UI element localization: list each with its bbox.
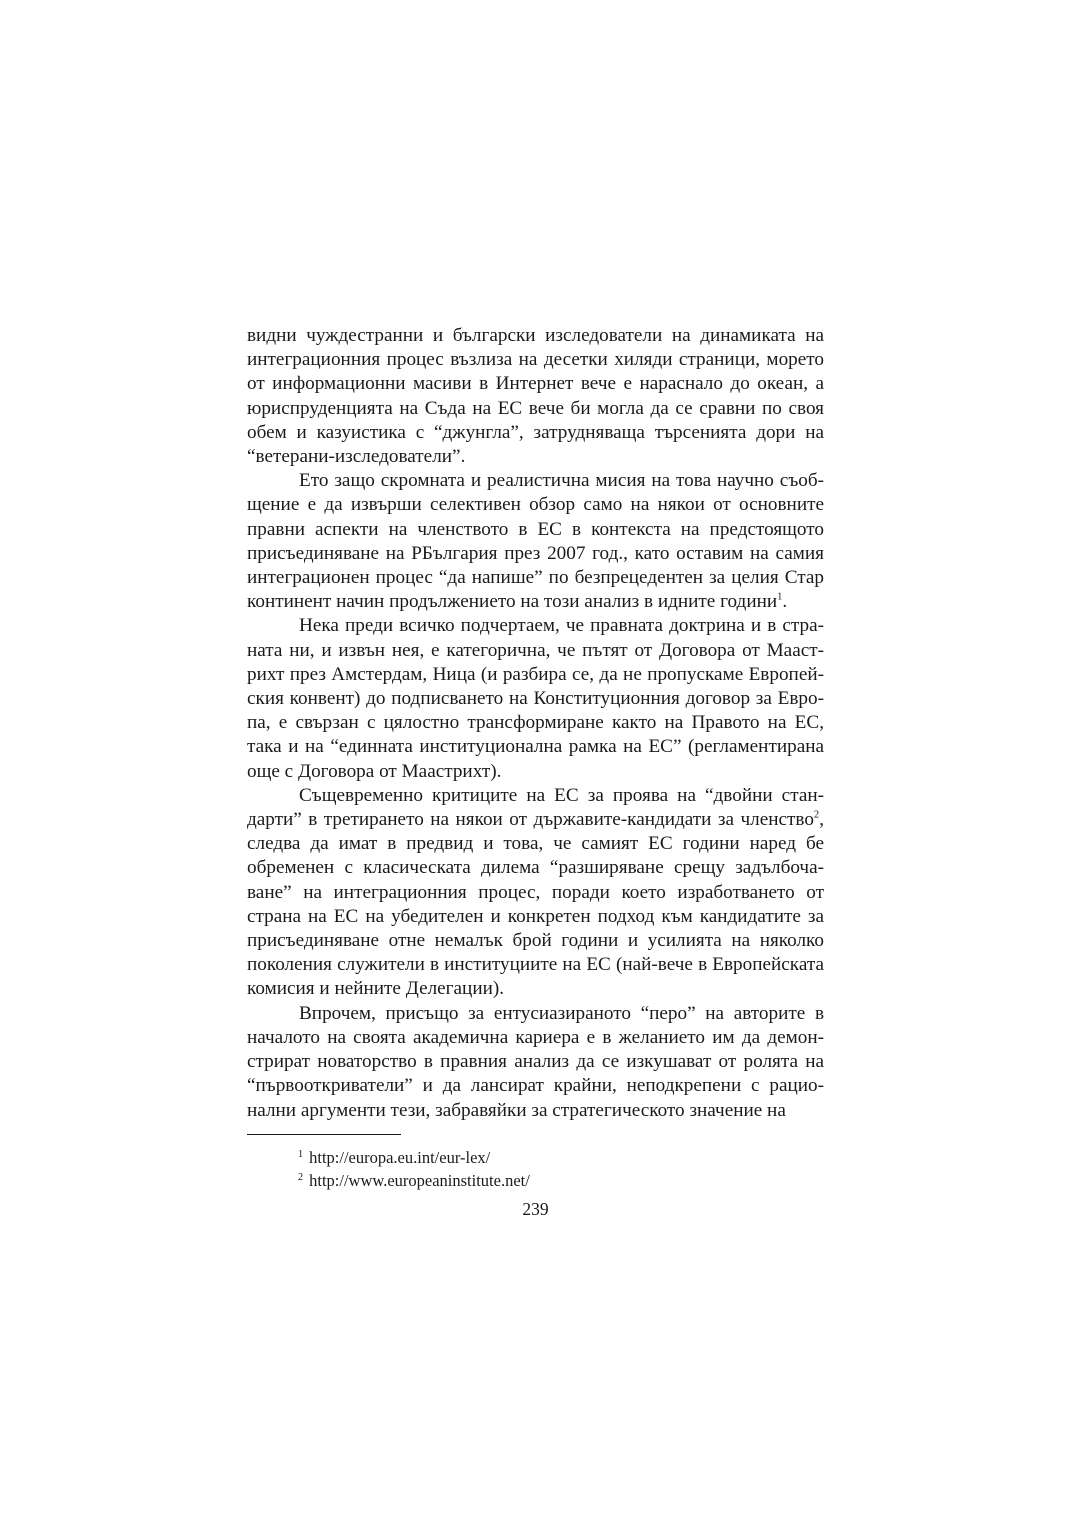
footnote-2-number: 2	[298, 1171, 304, 1183]
paragraph-2-text: Ето защо скромната и реалистична мисия на това научно съобщение е да извърши селективен обзор само на някои от основните правни аспекти на членството в ЕС в контекста на предстоящото присъединяване на РБългария през 2007 год., като оставим на самия интеграционен процес “да напише” по безпрецедентен за целия Стар континент начин продължението на този анализ в идните години	[247, 470, 824, 613]
footnote-ref-1[interactable]: 1	[777, 591, 783, 603]
paragraph-4-text: Същевременно критиците на ЕС за проява на “двойни стандарти” в третирането на някои от държавите-кандидати за членство	[247, 784, 824, 831]
paragraph-4-rest: , следва да имат в предвид и това, че самият ЕС години наред бе обременен с класическата дилема “разширяване срещу задълбочаване” на интеграционния процес, поради което изработването от страна на ЕС на убедителен и конкретен подход към кандидатите за присъединяване отне немалък брой години и усилията на няколко поколения служители в институциите на ЕС (най-вече в Европейската комисия и нейните Делегации).	[247, 809, 824, 1000]
body-text	[247, 324, 824, 1123]
paragraph-2-end: .	[782, 591, 788, 613]
paragraph-2	[247, 469, 824, 614]
footnote-divider	[247, 1134, 401, 1135]
footnotes	[298, 1146, 530, 1192]
paragraph-3-text: Нека преди всичко подчертаем, че правната доктрина и в страната ни, и извън нея, е категорична, че пътят от Договора от Маастрихт през Амстердам, Ница (и разбира се, да не пропускаме Европейския конвент) до подписването на Конституционния договор за Европа, е свързан с цялостно трансформиране както на Правото на ЕС, така и на “единната институционална рамка на ЕС” (регламентирана още с Договора от Маастрихт).	[247, 615, 824, 782]
footnote-2-link[interactable]: http://www.europeaninstitute.net/	[309, 1171, 530, 1190]
page-number: 239	[522, 1199, 549, 1219]
paragraph-5	[247, 1002, 824, 1123]
paragraph-5-text: Впрочем, присъщо за ентусиазираното “перо” на авторите в началото на своята академична кариера е в желанието им да демонстрират новаторство в правния анализ да се изкушават от ролята на “първооткриватели” и да лансират крайни, неподкрепени с рационални аргументи тези, забравяйки за стратегическото значение на	[247, 1002, 824, 1121]
paragraph-1	[247, 324, 824, 469]
paragraph-3	[247, 614, 824, 783]
footnote-1-link[interactable]: http://europa.eu.int/eur-lex/	[309, 1148, 491, 1167]
paragraph-1-text: видни чуждестранни и български изследователи на динамиката на интеграционния процес възлиза на десетки хиляди страници, морето от информационни масиви в Интернет вече е нараснало до океан, а юриспруденцията на Съда на ЕС вече би могла да се сравни по своя обем и казуистика с “джунгла”, затрудняваща търсенията дори на “ветерани-изследователи”.	[247, 325, 824, 468]
footnote-1	[298, 1146, 530, 1169]
footnote-1-number: 1	[298, 1148, 304, 1160]
footnote-ref-2[interactable]: 2	[813, 809, 820, 821]
paragraph-4	[247, 784, 824, 1002]
footnote-2	[298, 1169, 530, 1192]
